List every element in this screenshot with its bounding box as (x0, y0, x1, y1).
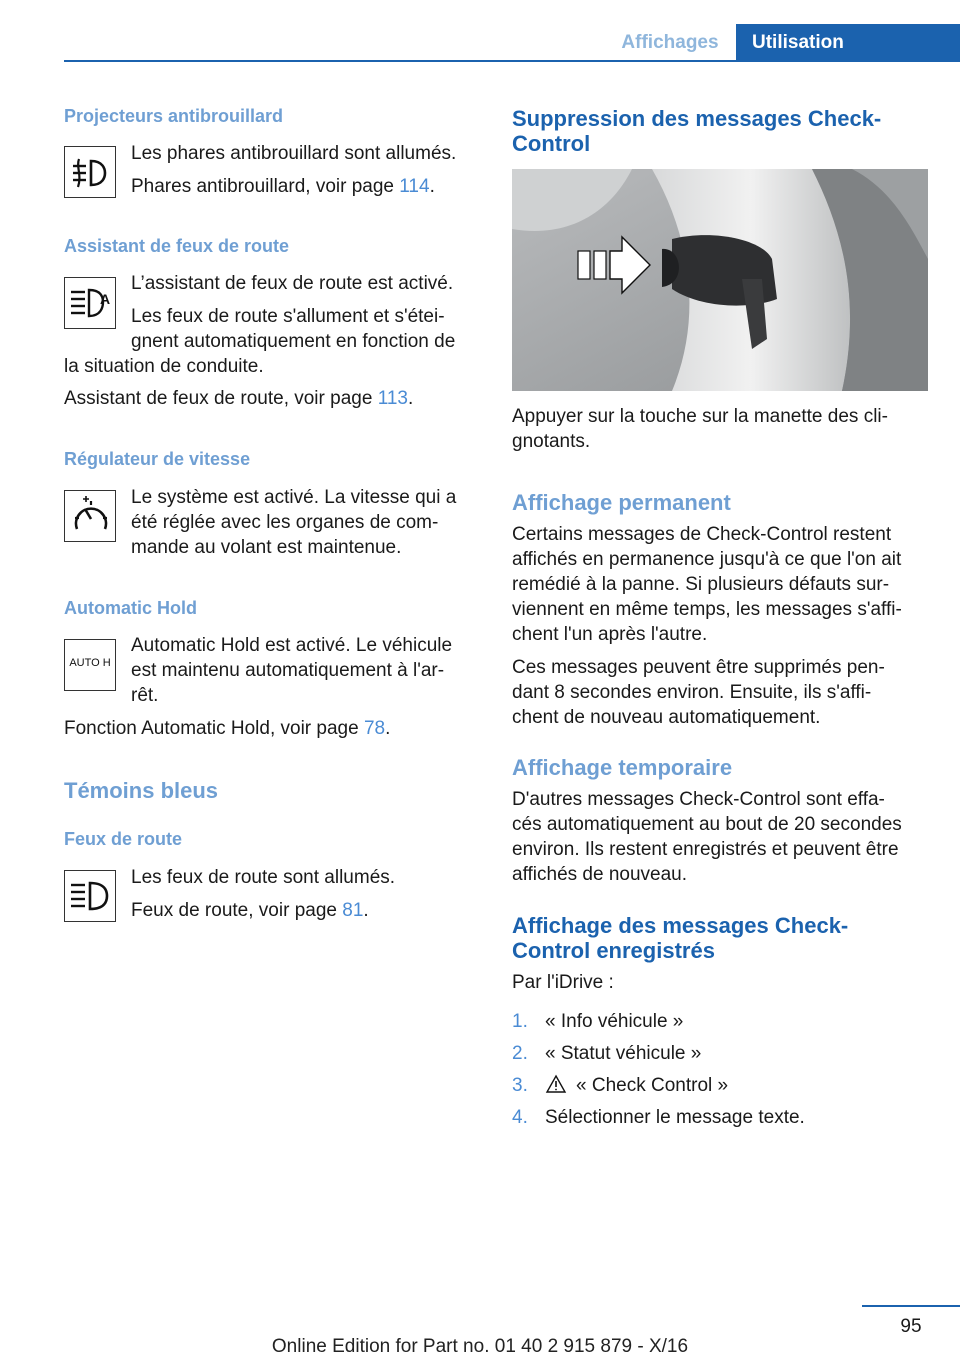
cruise-control-text-1: Le système est activé. La vitesse qui a (131, 487, 457, 508)
automatic-hold-heading: Automatic Hold (64, 598, 197, 618)
automatic-hold-text-1: Automatic Hold est activé. Le véhicule (131, 635, 453, 656)
auto-hold-icon (64, 639, 116, 691)
temporary-text-1: D'autres messages Check-Control sont effa‐ (512, 789, 885, 810)
page-number: 95 (900, 1316, 922, 1337)
suppress-caption-2: gnotants. (512, 431, 591, 452)
temporary-text-2: cés automatiquement au bout de 20 secondes (512, 814, 902, 835)
permanent-text-2: affichés en permanence jusqu'à ce que l'on ait (512, 549, 902, 570)
temporary-display-heading: Affichage temporaire (512, 755, 733, 780)
high-beam-ref: Feux de route, voir page 81. (131, 900, 369, 921)
suppress-heading-1: Suppression des messages Check‐ (512, 106, 882, 131)
cruise-control-text-2: été réglée avec les organes de com‐ (131, 512, 439, 533)
temporary-text-3: environ. Ils restent enregistrés et peuvent être (512, 839, 899, 860)
edition-footer: Online Edition for Part no. 01 40 2 915 879 - X/16 (271, 1336, 689, 1357)
blue-indicators-heading: Témoins bleus (64, 778, 219, 803)
permanent-display-heading: Affichage permanent (512, 490, 731, 515)
list-item: 1. « Info véhicule » (512, 1011, 684, 1032)
page-link-81[interactable]: 81 (342, 900, 364, 921)
tab-utilisation[interactable]: Utilisation (736, 24, 960, 60)
tab-affichages[interactable]: Affichages (621, 32, 719, 53)
permanent-text-7: dant 8 secondes environ. Ensuite, ils s'affi‐ (512, 682, 872, 703)
automatic-hold-text-2: est maintenu automatiquement à l'ar‐ (131, 660, 445, 681)
turn-signal-stalk-photo (512, 169, 928, 391)
stored-messages-heading-1: Affichage des messages Check‐ (512, 913, 849, 938)
highbeam-assist-text: L’assistant de feux de route est activé. (131, 273, 454, 294)
fog-lights-ref: Phares antibrouillard, voir page 114. (131, 176, 435, 197)
cruise-control-icon (64, 490, 116, 542)
idrive-intro: Par l'iDrive : (512, 972, 614, 993)
high-beam-text: Les feux de route sont allumés. (131, 867, 396, 888)
permanent-text-6: Ces messages peuvent être supprimés pen‐ (512, 657, 885, 678)
high-beam-icon (64, 870, 116, 922)
suppress-heading-2: Control (512, 131, 591, 156)
list-item: 2. « Statut véhicule » (512, 1043, 702, 1064)
footer-rule (862, 1305, 960, 1307)
fog-lights-text: Les phares antibrouillard sont allumés. (131, 143, 457, 164)
svg-text:A: A (100, 291, 111, 307)
automatic-hold-text-3: rêt. (131, 685, 159, 706)
highbeam-assist-heading: Assistant de feux de route (64, 236, 290, 256)
high-beam-heading: Feux de route (64, 829, 183, 849)
automatic-hold-ref: Fonction Automatic Hold, voir page 78. (64, 718, 391, 739)
permanent-text-3: remédié à la panne. Si plusieurs défauts sur‐ (512, 574, 890, 595)
permanent-text-1: Certains messages de Check-Control restent (512, 524, 892, 545)
suppress-caption-1: Appuyer sur la touche sur la manette des cli‐ (512, 406, 888, 427)
list-item: 4. Sélectionner le message texte. (512, 1107, 805, 1128)
stored-messages-heading-2: Control enregistrés (512, 938, 715, 963)
cruise-control-heading: Régulateur de vitesse (64, 449, 251, 469)
highbeam-assist-icon (64, 277, 116, 329)
fog-lights-heading: Projecteurs antibrouillard (64, 106, 284, 126)
fog-light-icon (64, 146, 116, 198)
cruise-control-text-3: mande au volant est maintenue. (131, 537, 402, 558)
highbeam-assist-ref: Assistant de feux de route, voir page 113. (64, 388, 414, 409)
permanent-text-8: chent de nouveau automatiquement. (512, 707, 821, 728)
permanent-text-5: chent l'un après l'autre. (512, 624, 708, 645)
highbeam-assist-desc-1: Les feux de route s'allument et s'étei‐ (131, 306, 445, 327)
page-link-114[interactable]: 114 (399, 176, 430, 197)
warning-triangle-icon (545, 1073, 576, 1098)
highbeam-assist-desc-2: gnent automatiquement en fonction de (131, 331, 456, 352)
header-rule (64, 60, 960, 62)
page-link-78[interactable]: 78 (363, 718, 386, 739)
temporary-text-4: affichés de nouveau. (512, 864, 688, 885)
page-link-113[interactable]: 113 (377, 388, 408, 409)
list-item: 3. « Check Control » (512, 1075, 729, 1096)
auto-hold-icon-label: AUTO H (69, 657, 111, 669)
highbeam-assist-desc-3: la situation de conduite. (64, 356, 264, 377)
permanent-text-4: viennent en même temps, les messages s'affi‐ (512, 599, 902, 620)
